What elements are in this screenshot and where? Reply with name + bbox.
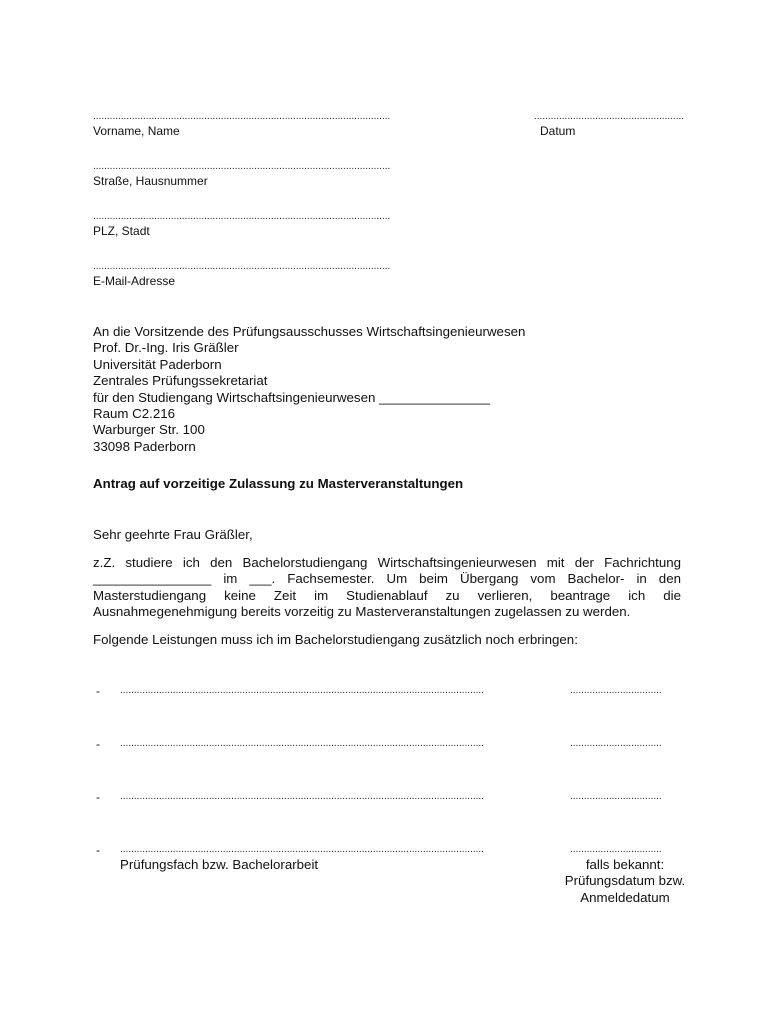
exam-date-line[interactable]: .................................	[570, 791, 662, 802]
recipient-line: Zentrales Prüfungssekretariat	[93, 373, 268, 389]
recipient-line: Warburger Str. 100	[93, 422, 205, 438]
street-label: Straße, Hausnummer	[93, 174, 208, 188]
city-dotted-line[interactable]: ...........................................................................................................	[93, 211, 391, 222]
recipient-line: Raum C2.216	[93, 406, 176, 422]
recipient-address	[93, 324, 525, 455]
exam-subject-line[interactable]: ...................................................................................................................................	[120, 844, 484, 855]
email-label: E-Mail-Adresse	[93, 274, 176, 288]
city-label: PLZ, Stadt	[93, 224, 150, 238]
recipient-line: für den Studiengang Wirtschaftsingenieurwesen _______________	[93, 389, 490, 405]
entry-bullet: -	[96, 684, 100, 698]
exam-date-line[interactable]: .................................	[570, 738, 662, 749]
name-dotted-line[interactable]: ...........................................................................................................	[93, 111, 391, 122]
exam-date-caption-line: falls bekannt:	[585, 857, 665, 872]
exam-subject-caption: Prüfungsfach bzw. Bachelorarbeit	[120, 857, 319, 872]
exam-date-line[interactable]: .................................	[570, 844, 662, 855]
entry-bullet: -	[96, 790, 100, 804]
street-dotted-line[interactable]: ...........................................................................................................	[93, 161, 391, 172]
performance-intro-paragraph: Folgende Leistungen muss ich im Bachelorstudiengang zusätzlich noch erbringen:	[93, 632, 578, 647]
salutation: Sehr geehrte Frau Gräßler,	[93, 527, 253, 542]
exam-subject-line[interactable]: ...................................................................................................................................	[120, 685, 484, 696]
email-dotted-line[interactable]: ...........................................................................................................	[93, 261, 391, 272]
subject-heading: Antrag auf vorzeitige Zulassung zu Masterveranstaltungen	[93, 476, 464, 491]
exam-date-caption-line: Anmeldedatum	[580, 889, 670, 905]
entry-bullet: -	[96, 843, 100, 857]
recipient-line: Prof. Dr.-Ing. Iris Gräßler	[93, 340, 239, 356]
exam-date-caption-line: Prüfungsdatum bzw.	[564, 873, 686, 889]
recipient-line: An die Vorsitzende des Prüfungsausschusses Wirtschaftsingenieurwesen	[93, 324, 526, 339]
request-paragraph: z.Z. studiere ich den Bachelorstudiengang Wirtschaftsingenieurwesen mit der Fachrichtung ________________ im ___. Fachsemester. Um beim Übergang vom Bachelor- in den Masterstudiengang keine Zeit im Studienablauf zu verlieren, beantrage ich die Ausnahmegenehmigung bereits vorzeitig zu Masterveranstaltungen zugelassen zu werden.	[93, 555, 681, 620]
recipient-line: Universität Paderborn	[93, 356, 222, 372]
exam-date-line[interactable]: .................................	[570, 685, 662, 696]
date-dotted-line[interactable]: ......................................................	[534, 111, 685, 122]
date-label: Datum	[540, 124, 576, 138]
entry-bullet: -	[96, 737, 100, 751]
recipient-line: 33098 Paderborn	[93, 438, 196, 454]
exam-subject-line[interactable]: ...................................................................................................................................	[120, 738, 484, 749]
exam-subject-line[interactable]: ...................................................................................................................................	[120, 791, 484, 802]
name-label: Vorname, Name	[93, 124, 180, 138]
exam-date-caption	[555, 857, 695, 906]
